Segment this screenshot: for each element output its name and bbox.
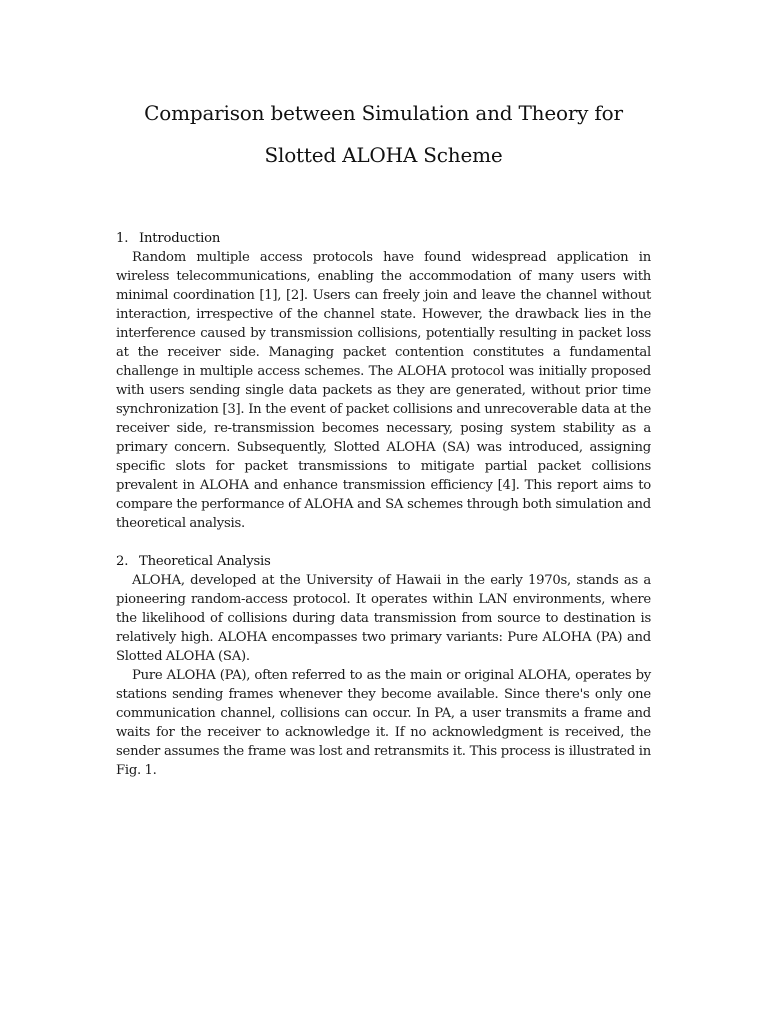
paragraph: Pure ALOHA (PA), often referred to as the main or original ALOHA, operates by stations sending frames whenever they become available. Since there's only one communication channel, collisions can occur. In PA, a user transmits a frame and waits for the receiver to acknowledge it. If no acknowledgment is received, the sender assumes the frame was lost and retransmits it. This process is illustrated in Fig. 1. <box>116 668 651 778</box>
section-heading <box>116 229 651 248</box>
section-title: Introduction <box>139 231 221 246</box>
section-number: 1. <box>116 231 129 246</box>
title-line-1: Comparison between Simulation and Theory for <box>144 101 623 125</box>
paragraph: Random multiple access protocols have found widespread application in wireless telecommunications, enabling the accommodation of many users with minimal coordination [1], [2]. Users can freely join and leave the channel without interaction, irrespective of the channel state. However, the drawback lies in the interference caused by transmission collisions, potentially resulting in packet loss at the receiver side. Managing packet contention constitutes a fundamental challenge in multiple access schemes. The ALOHA protocol was initially proposed with users sending single data packets as they are generated, without prior time synchronization [3]. In the event of packet collisions and unrecoverable data at the receiver side, re-transmission becomes necessary, posing system stability as a primary concern. Subsequently, Slotted ALOHA (SA) was introduced, assigning specific slots for packet transmissions to mitigate partial packet collisions prevalent in ALOHA and enhance transmission efficiency [4]. This report aims to compare the performance of ALOHA and SA schemes through both simulation and theoretical analysis. <box>116 250 651 531</box>
section-number: 2. <box>116 554 129 569</box>
title-line-2: Slotted ALOHA Scheme <box>264 143 503 167</box>
section-title: Theoretical Analysis <box>139 554 271 569</box>
document-title <box>116 0 651 176</box>
section-heading <box>116 552 651 571</box>
paragraph: ALOHA, developed at the University of Hawaii in the early 1970s, stands as a pioneering random-access protocol. It operates within LAN environments, where the likelihood of collisions during data transmission from source to destination is relatively high. ALOHA encompasses two primary variants: Pure ALOHA (PA) and Slotted ALOHA (SA). <box>116 573 651 664</box>
section-introduction <box>116 229 651 533</box>
section-theoretical-analysis <box>116 552 651 780</box>
